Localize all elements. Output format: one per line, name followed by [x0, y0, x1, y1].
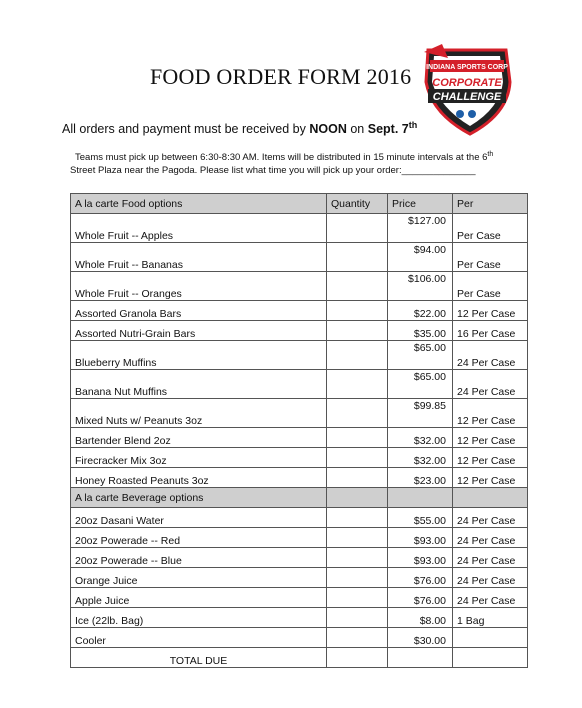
item-name: 20oz Dasani Water — [71, 508, 327, 528]
item-price: $23.00 — [388, 468, 453, 488]
table-row — [71, 243, 528, 272]
notice-text: All orders and payment must be received by — [62, 122, 306, 137]
notice-date: Sept. 7 — [367, 122, 409, 137]
item-per: 24 Per Case — [453, 370, 528, 399]
quantity-field[interactable] — [327, 399, 388, 428]
item-name: Mixed Nuts w/ Peanuts 3oz — [71, 399, 327, 428]
item-price: $32.00 — [388, 428, 453, 448]
item-per — [453, 628, 528, 648]
total-amount-field[interactable] — [388, 648, 453, 668]
order-table — [70, 193, 528, 668]
table-row — [71, 548, 528, 568]
item-price: $93.00 — [388, 548, 453, 568]
beverage-section-row — [71, 488, 528, 508]
item-per: 12 Per Case — [453, 448, 528, 468]
item-per: 12 Per Case — [453, 468, 528, 488]
table-row — [71, 428, 528, 448]
item-price: $65.00 — [388, 341, 453, 370]
section-empty-cell — [388, 488, 453, 508]
quantity-field[interactable] — [327, 243, 388, 272]
item-name: Orange Juice — [71, 568, 327, 588]
item-per: 24 Per Case — [453, 588, 528, 608]
item-name: Whole Fruit -- Oranges — [71, 272, 327, 301]
item-per: 1 Bag — [453, 608, 528, 628]
item-name: Apple Juice — [71, 588, 327, 608]
table-row — [71, 272, 528, 301]
quantity-field[interactable] — [327, 370, 388, 399]
header-per: Per — [453, 194, 528, 214]
quantity-field[interactable] — [327, 428, 388, 448]
item-per: 12 Per Case — [453, 399, 528, 428]
item-per: 24 Per Case — [453, 341, 528, 370]
item-name: Ice (22lb. Bag) — [71, 608, 327, 628]
quantity-field[interactable] — [327, 301, 388, 321]
form-title: FOOD ORDER FORM 2016 — [150, 64, 412, 89]
item-per: 24 Per Case — [453, 528, 528, 548]
item-per: Per Case — [453, 243, 528, 272]
item-name: Assorted Nutri-Grain Bars — [71, 321, 327, 341]
notice-deadline: NOON — [309, 122, 347, 137]
table-row — [71, 528, 528, 548]
quantity-field[interactable] — [327, 272, 388, 301]
header-price: Price — [388, 194, 453, 214]
instructions-sup: th — [487, 151, 494, 158]
section-empty-cell — [327, 488, 388, 508]
item-name: Honey Roasted Peanuts 3oz — [71, 468, 327, 488]
quantity-field[interactable] — [327, 508, 388, 528]
item-per: Per Case — [453, 214, 528, 243]
table-header-row — [71, 194, 528, 214]
quantity-field[interactable] — [327, 341, 388, 370]
total-due-label: TOTAL DUE — [71, 648, 327, 668]
table-row — [71, 568, 528, 588]
beverage-header: A la carte Beverage options — [71, 488, 327, 508]
header-quantity: Quantity — [327, 194, 388, 214]
svg-text:INDIANA SPORTS CORP: INDIANA SPORTS CORP — [426, 64, 508, 71]
table-row — [71, 588, 528, 608]
item-name: Whole Fruit -- Apples — [71, 214, 327, 243]
item-name: Banana Nut Muffins — [71, 370, 327, 399]
pickup-instructions — [70, 148, 530, 177]
quantity-field[interactable] — [327, 548, 388, 568]
item-price: $8.00 — [388, 608, 453, 628]
quantity-field[interactable] — [327, 448, 388, 468]
table-row — [71, 468, 528, 488]
item-per: 12 Per Case — [453, 301, 528, 321]
total-empty-cell — [453, 648, 528, 668]
notice-on: on — [350, 122, 365, 137]
quantity-field[interactable] — [327, 468, 388, 488]
item-name: Blueberry Muffins — [71, 341, 327, 370]
item-name: Bartender Blend 2oz — [71, 428, 327, 448]
quantity-field[interactable] — [327, 628, 388, 648]
item-price: $94.00 — [388, 243, 453, 272]
table-row — [71, 628, 528, 648]
instructions-line1: Teams must pick up between 6:30-8:30 AM. Items will be distributed in 15 minute intervals at the 6 — [75, 152, 488, 164]
item-per: 24 Per Case — [453, 548, 528, 568]
table-row — [71, 399, 528, 428]
item-name: 20oz Powerade -- Red — [71, 528, 327, 548]
quantity-field[interactable] — [327, 588, 388, 608]
svg-text:CORPORATE: CORPORATE — [432, 77, 502, 89]
item-price: $106.00 — [388, 272, 453, 301]
item-name: Whole Fruit -- Bananas — [71, 243, 327, 272]
table-row — [71, 508, 528, 528]
item-per: 12 Per Case — [453, 428, 528, 448]
table-row — [71, 370, 528, 399]
item-price: $127.00 — [388, 214, 453, 243]
header-item: A la carte Food options — [71, 194, 327, 214]
quantity-field[interactable] — [327, 321, 388, 341]
item-price: $76.00 — [388, 568, 453, 588]
item-name: Cooler — [71, 628, 327, 648]
item-price: $65.00 — [388, 370, 453, 399]
item-per: 24 Per Case — [453, 508, 528, 528]
table-row — [71, 214, 528, 243]
deadline-notice — [62, 120, 417, 136]
quantity-field[interactable] — [327, 608, 388, 628]
total-row — [71, 648, 528, 668]
table-row — [71, 608, 528, 628]
table-row — [71, 341, 528, 370]
item-per: 24 Per Case — [453, 568, 528, 588]
item-price: $55.00 — [388, 508, 453, 528]
item-price: $22.00 — [388, 301, 453, 321]
instructions-line2: Street Plaza near the Pagoda. Please list what time you will pick up your order:______________ — [70, 165, 476, 177]
item-per: 16 Per Case — [453, 321, 528, 341]
quantity-field[interactable] — [327, 568, 388, 588]
table-row — [71, 448, 528, 468]
table-row — [71, 301, 528, 321]
item-price: $30.00 — [388, 628, 453, 648]
item-name: Firecracker Mix 3oz — [71, 448, 327, 468]
quantity-field[interactable] — [327, 528, 388, 548]
item-per: Per Case — [453, 272, 528, 301]
section-empty-cell — [453, 488, 528, 508]
item-price: $93.00 — [388, 528, 453, 548]
item-name: 20oz Powerade -- Blue — [71, 548, 327, 568]
item-price: $35.00 — [388, 321, 453, 341]
item-price: $99.85 — [388, 399, 453, 428]
item-price: $76.00 — [388, 588, 453, 608]
corporate-challenge-logo — [420, 42, 514, 138]
table-row — [71, 321, 528, 341]
svg-text:CHALLENGE: CHALLENGE — [432, 91, 502, 103]
item-name: Assorted Granola Bars — [71, 301, 327, 321]
notice-date-suffix: th — [408, 120, 418, 130]
quantity-field[interactable] — [327, 214, 388, 243]
total-empty-cell — [327, 648, 388, 668]
item-price: $32.00 — [388, 448, 453, 468]
